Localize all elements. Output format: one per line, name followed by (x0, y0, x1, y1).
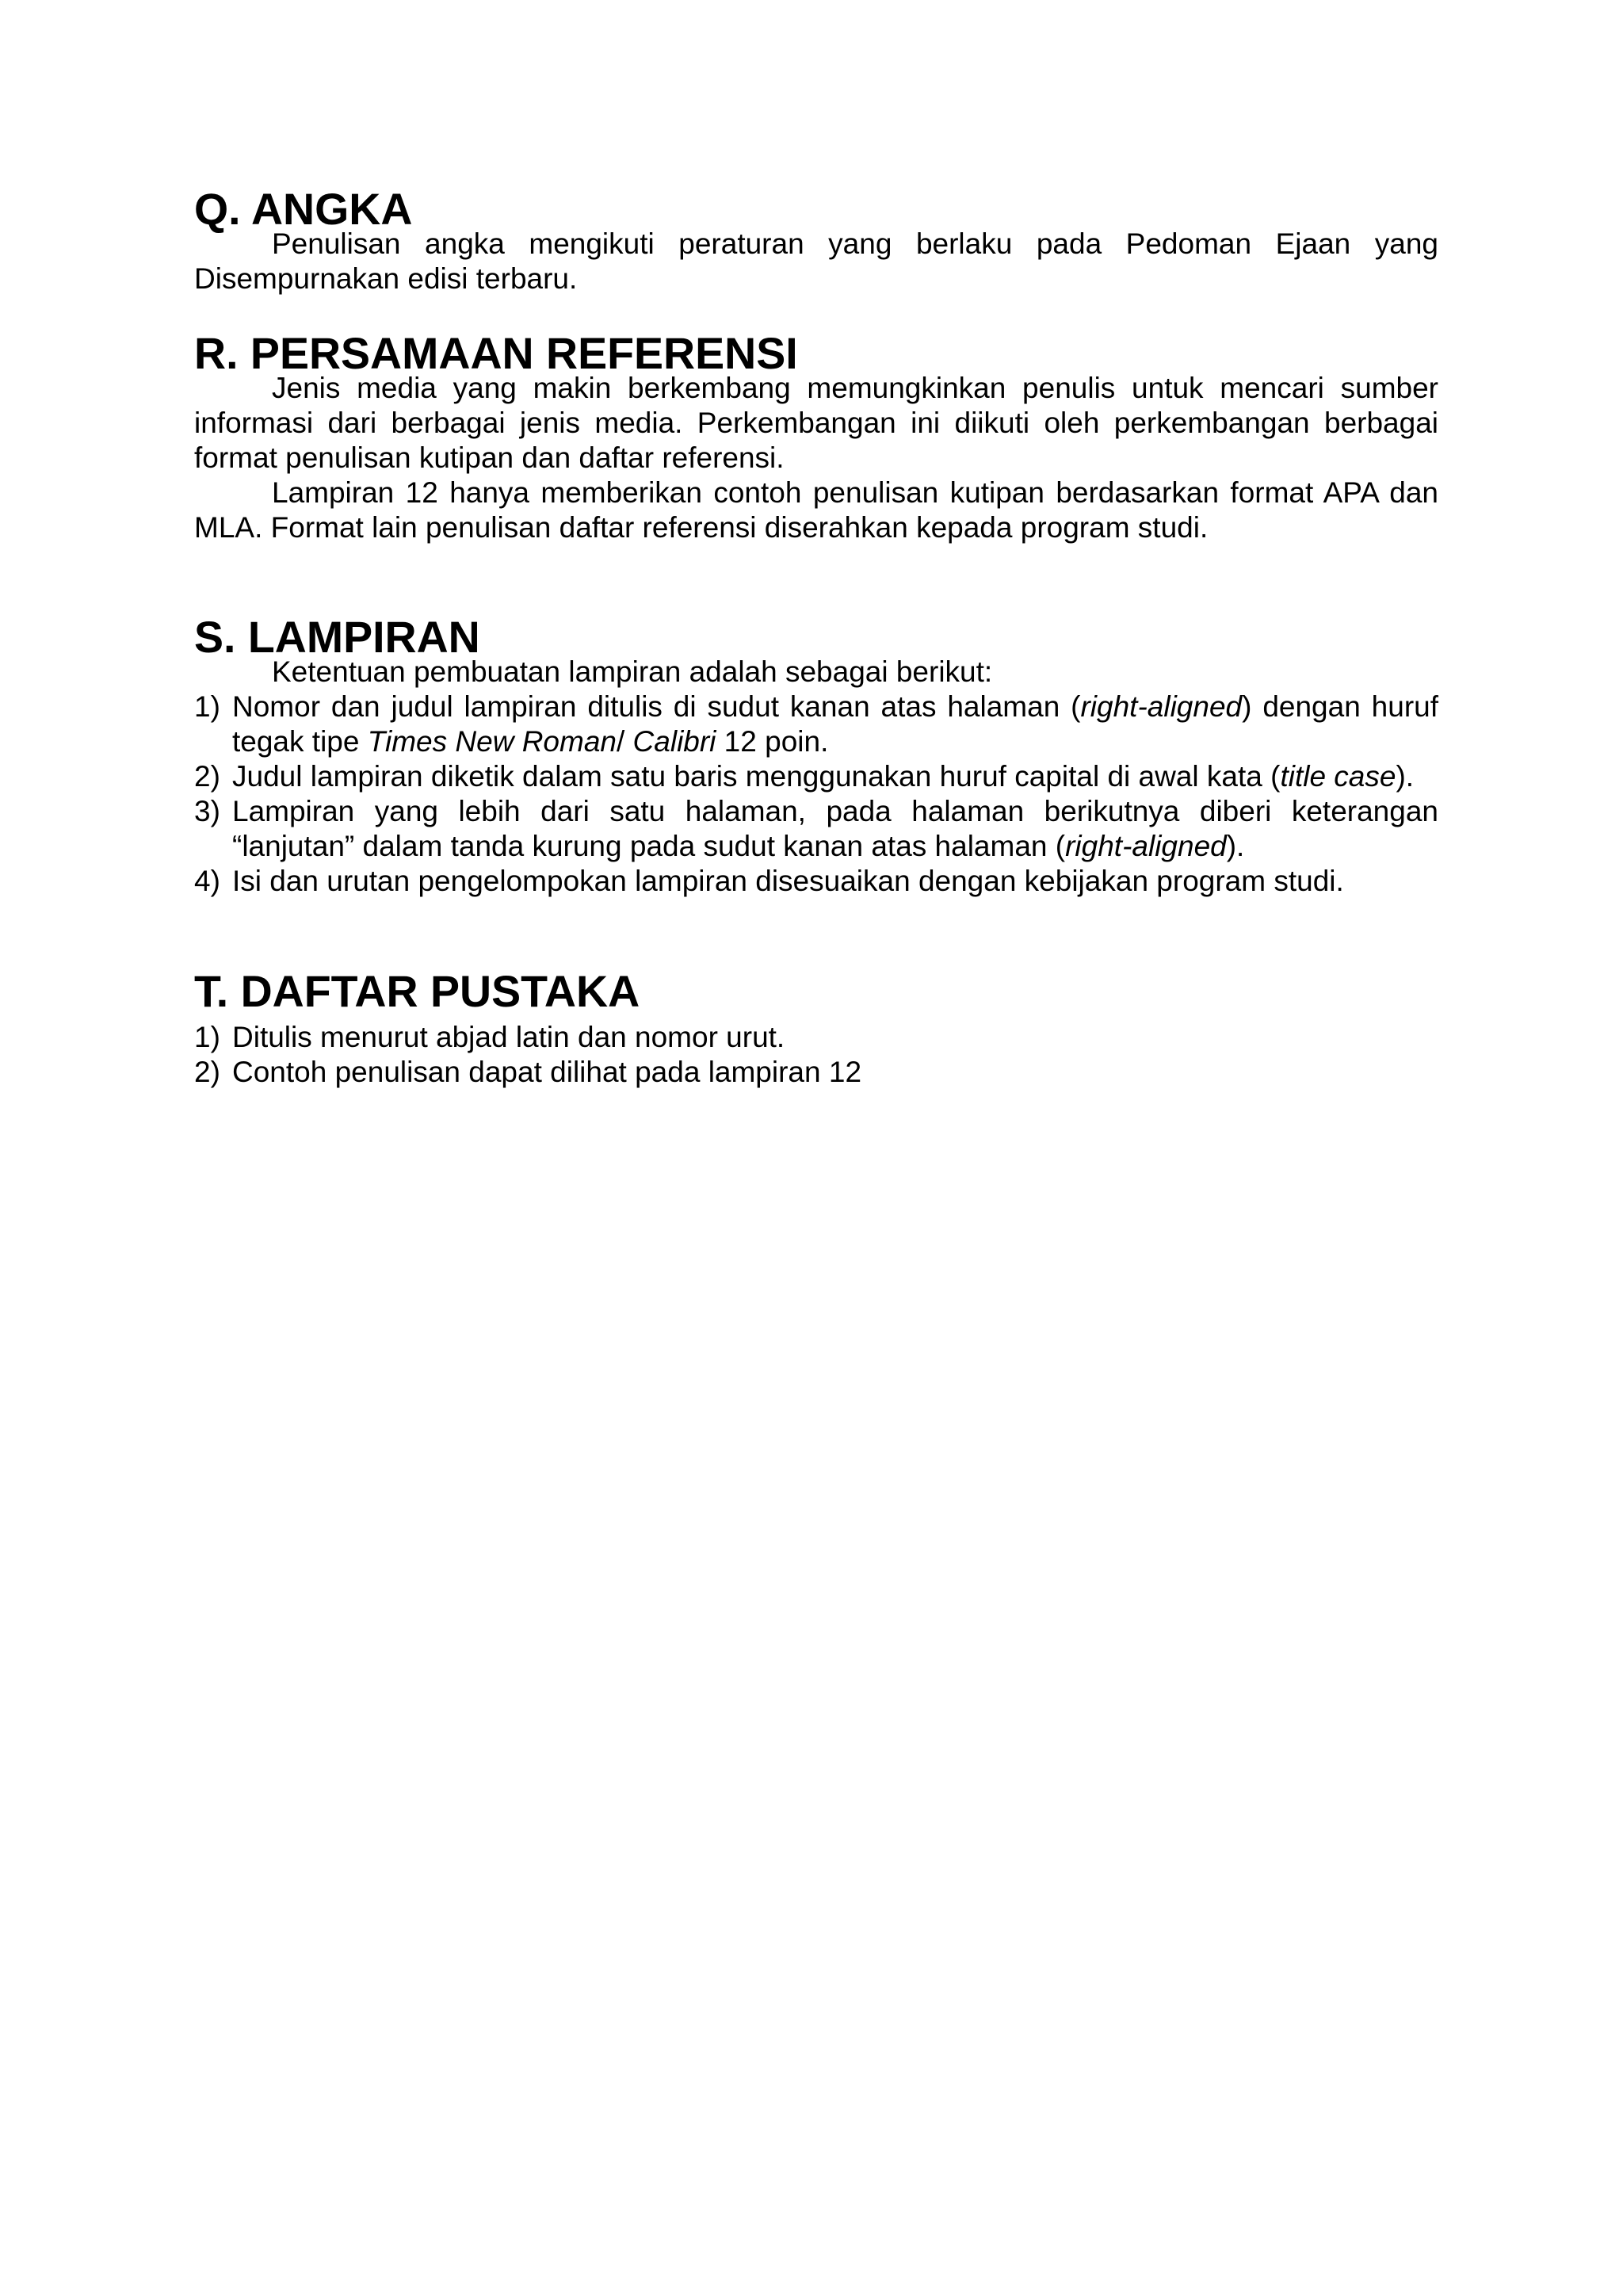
section-t-item-1 (194, 1020, 1438, 1055)
item-text: Isi dan urutan pengelompokan lampiran disesuaikan dengan kebijakan program studi. (232, 865, 1344, 897)
document-page (194, 185, 1438, 1090)
item-text: Lampiran yang lebih dari satu halaman, pada halaman berikutnya diberi keterangan “lanjutan” dalam tanda kurung pada sudut kanan atas halaman (right-aligned). (232, 795, 1438, 862)
list-number: 3) (194, 795, 220, 827)
item-text: Contoh penulisan dapat dilihat pada lampiran 12 (232, 1056, 862, 1088)
list-number: 2) (194, 760, 220, 793)
list-number: 1) (194, 690, 220, 723)
section-t-heading: T. DAFTAR PUSTAKA (194, 967, 640, 1016)
item-text: Nomor dan judul lampiran ditulis di sudut kanan atas halaman (right-aligned) dengan huruf tegak tipe Times New Roman/ Calibri 12 poin. (232, 690, 1438, 758)
section-q-paragraph: Penulisan angka mengikuti peraturan yang berlaku pada Pedoman Ejaan yang Disempurnakan edisi terbaru. (194, 227, 1438, 295)
section-q-heading: Q. ANGKA (194, 185, 413, 234)
section-s-item-2 (194, 759, 1438, 794)
section-r-paragraph-2: Lampiran 12 hanya memberikan contoh penulisan kutipan berdasarkan format APA dan MLA. Format lain penulisan daftar referensi diserahkan kepada program studi. (194, 476, 1438, 544)
section-s-heading: S. LAMPIRAN (194, 613, 480, 662)
section-s-item-1 (194, 690, 1438, 759)
section-t-item-2 (194, 1055, 1438, 1090)
section-r-heading: R. PERSAMAAN REFERENSI (194, 329, 798, 378)
item-text: Judul lampiran diketik dalam satu baris menggunakan huruf capital di awal kata (title case). (232, 760, 1415, 793)
section-s-list (194, 690, 1438, 899)
item-text: Ditulis menurut abjad latin dan nomor urut. (232, 1021, 785, 1053)
list-number: 2) (194, 1056, 220, 1088)
section-s-item-3 (194, 794, 1438, 864)
section-s-item-4 (194, 864, 1438, 899)
section-r-paragraph-1: Jenis media yang makin berkembang memungkinkan penulis untuk mencari sumber informasi dari berbagai jenis media. Perkembangan ini diikuti oleh perkembangan berbagai format penulisan kutipan dan daftar referensi. (194, 372, 1438, 474)
list-number: 4) (194, 865, 220, 897)
section-s-intro: Ketentuan pembuatan lampiran adalah sebagai berikut: (272, 655, 993, 688)
list-number: 1) (194, 1021, 220, 1053)
section-t-list (194, 1020, 1438, 1090)
